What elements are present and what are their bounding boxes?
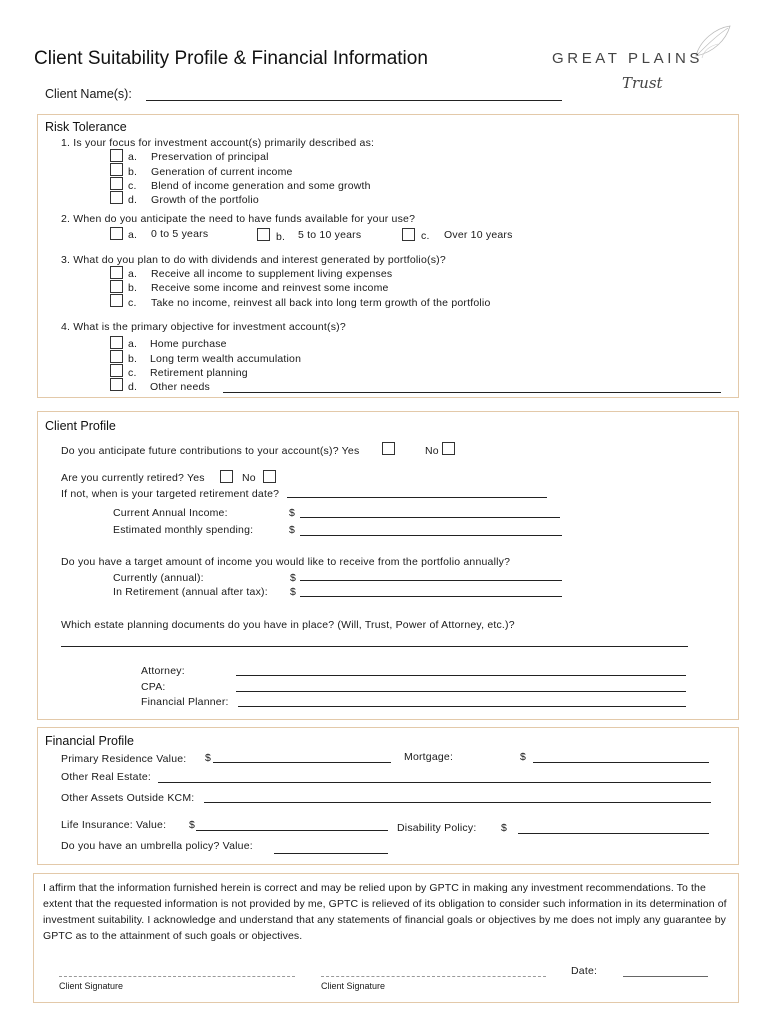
- client-name-field[interactable]: [146, 100, 562, 101]
- mortgage-field[interactable]: [533, 762, 709, 763]
- signature-label-2: Client Signature: [321, 981, 386, 991]
- client-name-label: Client Name(s):: [45, 87, 132, 101]
- checkbox-retired-yes[interactable]: [220, 470, 233, 483]
- question-2: 2. When do you anticipate the need to have funds available for your use?: [61, 213, 416, 225]
- option-letter: a.: [128, 151, 138, 163]
- signature-field-2[interactable]: [321, 976, 546, 977]
- retired-question: Are you currently retired? Yes: [61, 472, 205, 484]
- residence-field[interactable]: [213, 762, 391, 763]
- financial-profile-title: Financial Profile: [45, 734, 134, 748]
- attorney-field[interactable]: [236, 675, 686, 676]
- checkbox-q1-a[interactable]: [110, 149, 123, 162]
- life-insurance-dollar: $: [189, 819, 196, 831]
- signature-label-1: Client Signature: [59, 981, 124, 991]
- option-text: Retirement planning: [150, 367, 248, 379]
- planner-label: Financial Planner:: [141, 696, 229, 708]
- checkbox-contrib-no[interactable]: [442, 442, 455, 455]
- option-letter: b.: [128, 282, 138, 294]
- life-insurance-field[interactable]: [196, 830, 388, 831]
- question-4: 4. What is the primary objective for investment account(s)?: [61, 321, 346, 333]
- in-retirement-field[interactable]: [300, 596, 562, 597]
- estate-planning-field[interactable]: [61, 646, 688, 647]
- option-text: Generation of current income: [151, 166, 293, 178]
- checkbox-q3-a[interactable]: [110, 266, 123, 279]
- option-text: 5 to 10 years: [298, 229, 362, 241]
- disability-field[interactable]: [518, 833, 709, 834]
- estate-planning-question: Which estate planning documents do you have in place? (Will, Trust, Power of Attorney, etc.)?: [61, 619, 515, 631]
- option-letter: c.: [128, 367, 137, 379]
- other-assets-label: Other Assets Outside KCM:: [61, 792, 195, 804]
- option-letter: b.: [276, 231, 286, 243]
- checkbox-q4-c[interactable]: [110, 364, 123, 377]
- cpa-label: CPA:: [141, 681, 166, 693]
- currently-field[interactable]: [300, 580, 562, 581]
- cpa-field[interactable]: [236, 691, 686, 692]
- current-income-field[interactable]: [300, 517, 560, 518]
- option-text: Receive all income to supplement living expenses: [151, 268, 393, 280]
- logo-subtext: Trust: [622, 74, 663, 92]
- option-letter: a.: [128, 229, 138, 241]
- currently-label: Currently (annual):: [113, 572, 204, 584]
- date-field[interactable]: [623, 976, 708, 977]
- other-real-estate-label: Other Real Estate:: [61, 771, 151, 783]
- checkbox-q2-b[interactable]: [257, 228, 270, 241]
- target-income-question: Do you have a target amount of income you would like to receive from the portfolio annually?: [61, 556, 511, 568]
- option-letter: c.: [128, 297, 137, 309]
- signature-field-1[interactable]: [59, 976, 295, 977]
- option-letter: d.: [128, 381, 138, 393]
- option-text: Over 10 years: [444, 229, 513, 241]
- current-income-label: Current Annual Income:: [113, 507, 228, 519]
- life-insurance-label: Life Insurance: Value:: [61, 819, 167, 831]
- other-needs-field[interactable]: [223, 392, 721, 393]
- current-income-dollar: $: [289, 507, 296, 519]
- retired-no-label: No: [242, 472, 256, 484]
- other-real-estate-field[interactable]: [158, 782, 711, 783]
- residence-dollar: $: [205, 752, 212, 764]
- client-profile-title: Client Profile: [45, 419, 116, 433]
- question-1: 1. Is your focus for investment account(s) primarily described as:: [61, 137, 375, 149]
- disability-label: Disability Policy:: [397, 822, 477, 834]
- umbrella-field[interactable]: [274, 853, 388, 854]
- checkbox-q3-c[interactable]: [110, 294, 123, 307]
- checkbox-q4-b[interactable]: [110, 350, 123, 363]
- checkbox-q1-b[interactable]: [110, 163, 123, 176]
- checkbox-q1-c[interactable]: [110, 177, 123, 190]
- option-letter: c.: [421, 230, 430, 242]
- mortgage-dollar: $: [520, 751, 527, 763]
- option-letter: a.: [128, 338, 138, 350]
- planner-field[interactable]: [238, 706, 686, 707]
- monthly-spending-label: Estimated monthly spending:: [113, 524, 254, 536]
- checkbox-q3-b[interactable]: [110, 280, 123, 293]
- checkbox-retired-no[interactable]: [263, 470, 276, 483]
- option-letter: a.: [128, 268, 138, 280]
- retirement-date-question: If not, when is your targeted retirement date?: [61, 488, 280, 500]
- option-text: Blend of income generation and some growth: [151, 180, 371, 192]
- monthly-spending-field[interactable]: [300, 535, 562, 536]
- checkbox-q1-d[interactable]: [110, 191, 123, 204]
- other-assets-field[interactable]: [204, 802, 711, 803]
- option-text: Home purchase: [150, 338, 227, 350]
- option-letter: b.: [128, 166, 138, 178]
- option-letter: d.: [128, 194, 138, 206]
- checkbox-q2-c[interactable]: [402, 228, 415, 241]
- date-label: Date:: [571, 965, 598, 977]
- currently-dollar: $: [290, 572, 297, 584]
- page-title: Client Suitability Profile & Financial Information: [34, 48, 428, 69]
- residence-label: Primary Residence Value:: [61, 753, 187, 765]
- contrib-no-label: No: [425, 445, 439, 457]
- option-text: Growth of the portfolio: [151, 194, 259, 206]
- logo-text: GREAT PLAINS: [552, 50, 704, 67]
- checkbox-q4-a[interactable]: [110, 336, 123, 349]
- in-retirement-label: In Retirement (annual after tax):: [113, 586, 268, 598]
- attorney-label: Attorney:: [141, 665, 185, 677]
- contributions-question: Do you anticipate future contributions to your account(s)? Yes: [61, 445, 360, 457]
- mortgage-label: Mortgage:: [404, 751, 454, 763]
- checkbox-q4-d[interactable]: [110, 378, 123, 391]
- disability-dollar: $: [501, 822, 508, 834]
- option-text: Preservation of principal: [151, 151, 269, 163]
- umbrella-label: Do you have an umbrella policy? Value:: [61, 840, 253, 852]
- retirement-date-field[interactable]: [287, 497, 547, 498]
- checkbox-contrib-yes[interactable]: [382, 442, 395, 455]
- monthly-spending-dollar: $: [289, 524, 296, 536]
- option-letter: c.: [128, 180, 137, 192]
- option-text: Receive some income and reinvest some income: [151, 282, 389, 294]
- checkbox-q2-a[interactable]: [110, 227, 123, 240]
- question-3: 3. What do you plan to do with dividends and interest generated by portfolio(s)?: [61, 254, 446, 266]
- option-letter: b.: [128, 353, 138, 365]
- affirmation-text: I affirm that the information furnished herein is correct and may be relied upon by GPTC in making any investment recommendations. To the extent that the requested information is not provided by me, GPTC is relieved of its obligation to consider such information in its determination of investment suitability. I acknowledge and understand that any statements of financial goals or objectives by me does not imply any guarantee by GPTC as to the attainment of such goals or objectives.: [43, 882, 727, 942]
- in-retirement-dollar: $: [290, 586, 297, 598]
- option-text: Other needs: [150, 381, 210, 393]
- option-text: Take no income, reinvest all back into long term growth of the portfolio: [151, 297, 491, 309]
- risk-tolerance-title: Risk Tolerance: [45, 120, 127, 134]
- option-text: 0 to 5 years: [151, 228, 209, 240]
- option-text: Long term wealth accumulation: [150, 353, 302, 365]
